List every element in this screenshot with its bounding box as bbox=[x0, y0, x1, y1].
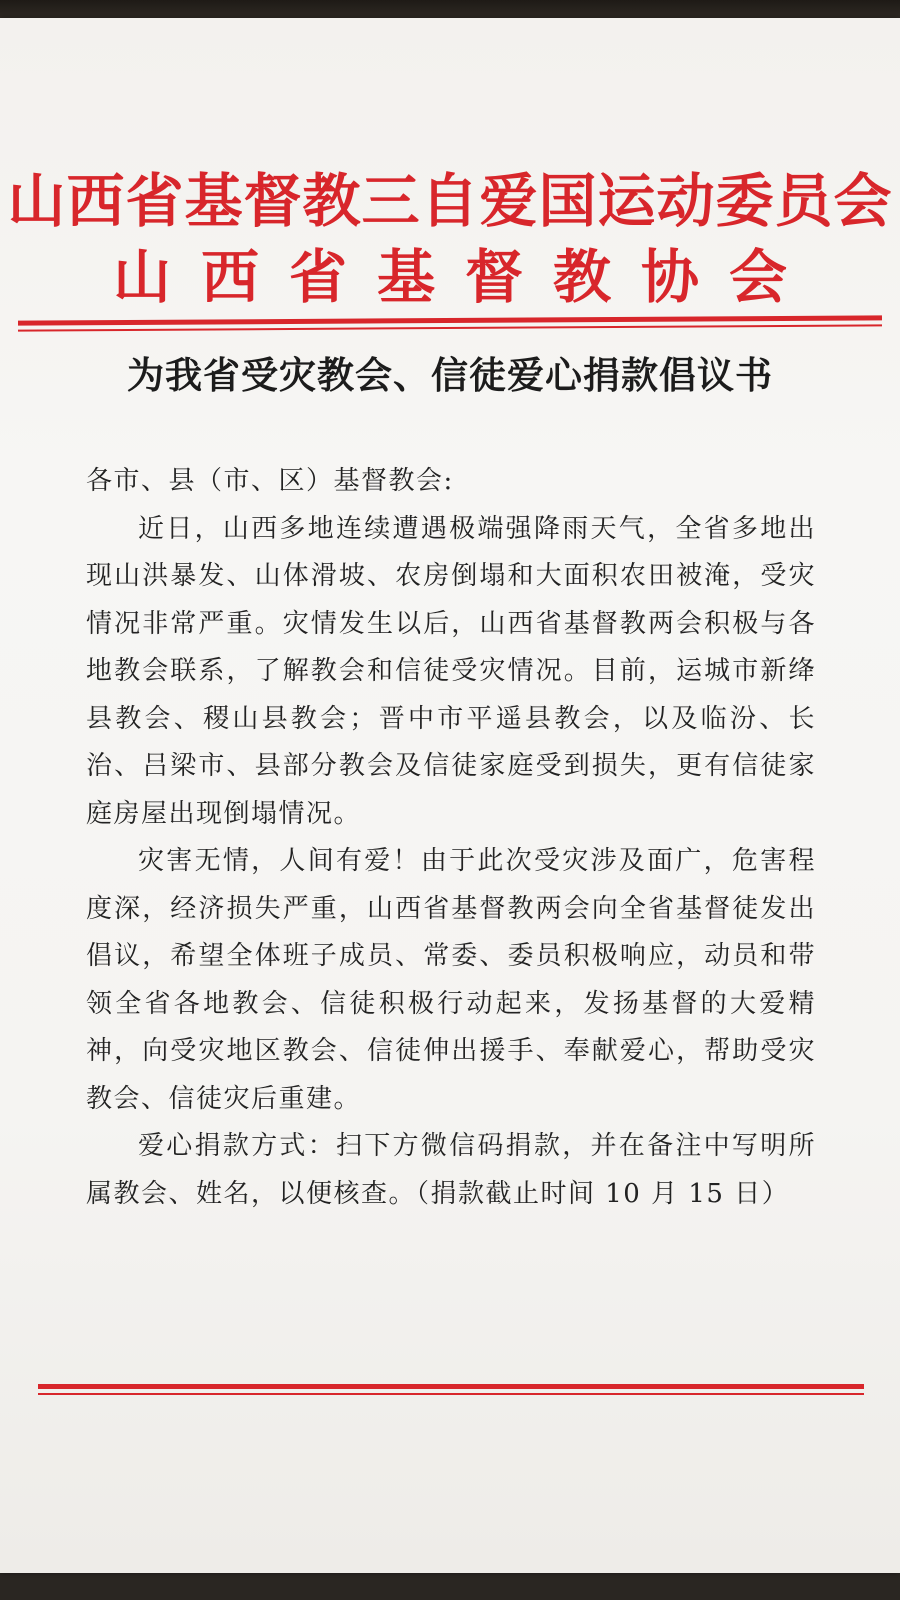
org-name-line-1: 山西省基督教三自爱国运动委员会 bbox=[7, 167, 893, 235]
document-title: 为我省受灾教会、信徒爱心捐款倡议书 bbox=[127, 353, 773, 397]
paragraph: 爱心捐款方式：扫下方微信码捐款，并在备注中写明所属教会、姓名，以便核查。（捐款截止时间 10 月 15 日） bbox=[86, 1131, 816, 1209]
paragraph: 近日，山西多地连续遭遇极端强降雨天气，全省多地出现山洪暴发、山体滑坡、农房倒塌和大面积农田被淹，受灾情况非常严重。灾情发生以后，山西省基督教两会积极与各地教会联系，了解教会和信徒受灾情况。目前，运城市新绛县教会、稷山县教会；晋中市平遥县教会，以及临汾、长治、吕梁市、县部分教会及信徒家庭受到损失，更有信徒家庭房屋出现倒塌情况。 bbox=[86, 513, 816, 829]
document-body bbox=[86, 458, 816, 1218]
org-name-line-2: 山西省基督教协会 bbox=[112, 243, 817, 311]
footer-divider-thin bbox=[38, 1393, 864, 1395]
paragraph: 灾害无情，人间有爱！由于此次受灾涉及面广，危害程度深，经济损失严重，山西省基督教两会向全省基督徒发出倡议，希望全体班子成员、常委、委员积极响应，动员和带领全省各地教会、信徒积极行动起来，发扬基督的大爱精神，向受灾地区教会、信徒伸出援手、奉献爱心，帮助受灾教会、信徒灾后重建。 bbox=[86, 846, 816, 1114]
footer-divider-thick bbox=[38, 1384, 864, 1389]
salutation: 各市、县（市、区）基督教会: bbox=[86, 466, 454, 496]
